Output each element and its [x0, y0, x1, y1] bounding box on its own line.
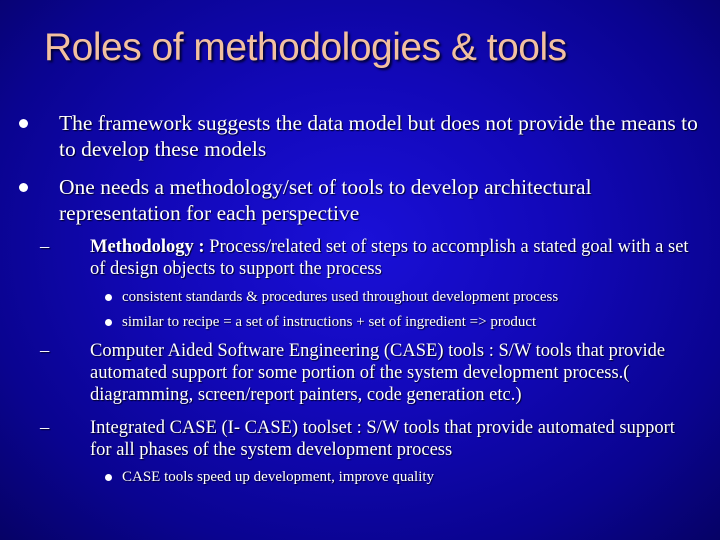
- dash-icon: –: [40, 418, 50, 438]
- subsub-bullet-text: CASE tools speed up development, improve quality: [122, 469, 435, 485]
- bullet-framework: [59, 110, 699, 162]
- dash-icon: –: [40, 341, 50, 361]
- sub-bullet-methodology: [40, 236, 700, 280]
- bullet-dot-icon: [105, 474, 112, 481]
- subsub-bullet-case-quality: [122, 467, 702, 487]
- subsub-bullet-text: consistent standards & procedures used throughout development process: [122, 289, 559, 305]
- methodology-definition: Process/related set of steps to accomplish a stated goal with a set of design objects to support the process: [90, 237, 689, 279]
- methodology-term: Methodology :: [90, 237, 205, 257]
- bullet-dot-icon: [19, 119, 28, 128]
- bullet-dot-icon: [105, 294, 112, 301]
- sub-bullet-case: [40, 340, 700, 406]
- sub-bullet-icase: [40, 417, 700, 461]
- case-text: Computer Aided Software Engineering (CASE) tools : S/W tools that provide automated support for some portion of the system development process.( diagramming, screen/report painters, code generation etc.): [90, 341, 666, 405]
- bullet-methodology-need: [59, 174, 699, 226]
- dash-icon: –: [40, 237, 50, 257]
- bullet-text: The framework suggests the data model but does not provide the means to to develop these models: [59, 111, 698, 161]
- icase-text: Integrated CASE (I- CASE) toolset : S/W tools that provide automated support for all phases of the system development process: [90, 418, 675, 460]
- bullet-dot-icon: [19, 183, 28, 192]
- slide-title: Roles of methodologies & tools: [44, 26, 567, 69]
- subsub-bullet-standards: [122, 287, 702, 307]
- subsub-bullet-text: similar to recipe = a set of instructions + set of ingredient => product: [122, 314, 537, 330]
- bullet-text: One needs a methodology/set of tools to develop architectural representation for each perspective: [59, 175, 592, 225]
- bullet-dot-icon: [105, 319, 112, 326]
- subsub-bullet-recipe: [122, 312, 702, 332]
